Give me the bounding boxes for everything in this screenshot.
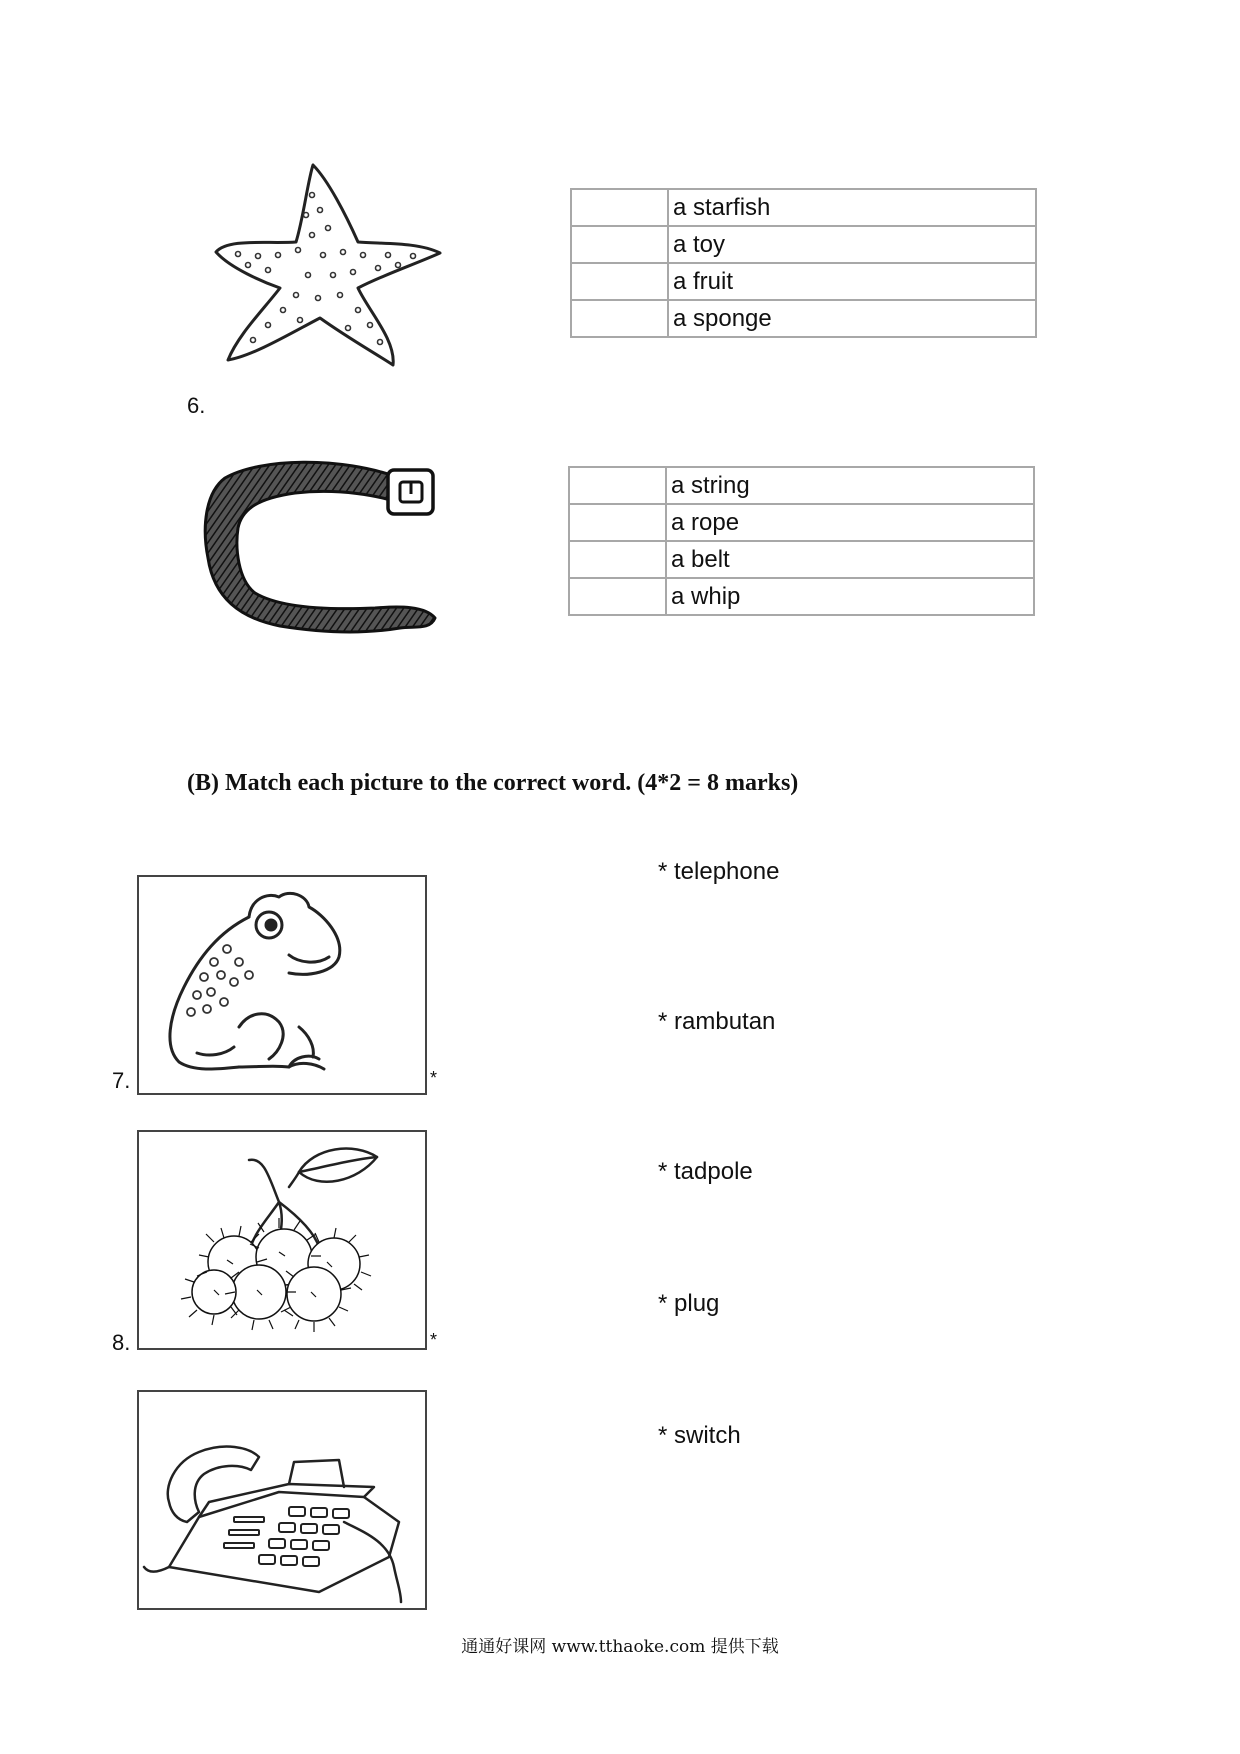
telephone-icon xyxy=(139,1392,425,1608)
answer-box[interactable] xyxy=(571,263,668,300)
option-row xyxy=(569,541,1034,578)
word-choice-rambutan[interactable]: * rambutan xyxy=(658,1008,776,1035)
word-choice-telephone[interactable]: * telephone xyxy=(658,858,780,885)
answer-box[interactable] xyxy=(571,300,668,337)
belt-icon xyxy=(200,448,465,648)
belt-picture xyxy=(200,448,465,648)
question-number: 6. xyxy=(187,393,206,418)
option-label: a toy xyxy=(668,226,1036,263)
option-label: a whip xyxy=(666,578,1034,615)
option-row xyxy=(569,578,1034,615)
option-row xyxy=(571,263,1036,300)
starfish-icon xyxy=(208,160,448,370)
word-choice-plug[interactable]: * plug xyxy=(658,1290,720,1317)
option-row xyxy=(571,189,1036,226)
answer-box[interactable] xyxy=(569,578,666,615)
telephone-picture-frame xyxy=(137,1390,427,1610)
option-row xyxy=(569,504,1034,541)
starfish-picture xyxy=(208,160,448,370)
frog-picture-frame xyxy=(137,875,427,1095)
option-label: a belt xyxy=(666,541,1034,578)
answer-box[interactable] xyxy=(571,189,668,226)
question-number: 7. xyxy=(112,1068,131,1093)
answer-box[interactable] xyxy=(569,541,666,578)
answer-box[interactable] xyxy=(571,226,668,263)
option-label: a starfish xyxy=(668,189,1036,226)
q5-options-table xyxy=(570,188,1037,338)
answer-box[interactable] xyxy=(569,467,666,504)
section-b-heading: (B) Match each picture to the correct word. (4*2 = 8 marks) xyxy=(187,770,799,796)
word-choice-switch[interactable]: * switch xyxy=(658,1422,741,1449)
rambutan-icon xyxy=(139,1132,425,1348)
option-label: a fruit xyxy=(668,263,1036,300)
match-point[interactable]: * xyxy=(430,1330,438,1350)
option-row xyxy=(569,467,1034,504)
option-row xyxy=(571,300,1036,337)
match-point[interactable]: * xyxy=(430,1068,438,1088)
page-footer: 通通好课网 www.tthaoke.com 提供下载 xyxy=(461,1637,779,1657)
word-choice-tadpole[interactable]: * tadpole xyxy=(658,1158,753,1185)
rambutan-picture-frame xyxy=(137,1130,427,1350)
option-label: a string xyxy=(666,467,1034,504)
option-label: a sponge xyxy=(668,300,1036,337)
answer-box[interactable] xyxy=(569,504,666,541)
option-label: a rope xyxy=(666,504,1034,541)
question-number: 8. xyxy=(112,1330,131,1355)
option-row xyxy=(571,226,1036,263)
q6-options-table xyxy=(568,466,1035,616)
frog-icon xyxy=(139,877,425,1093)
